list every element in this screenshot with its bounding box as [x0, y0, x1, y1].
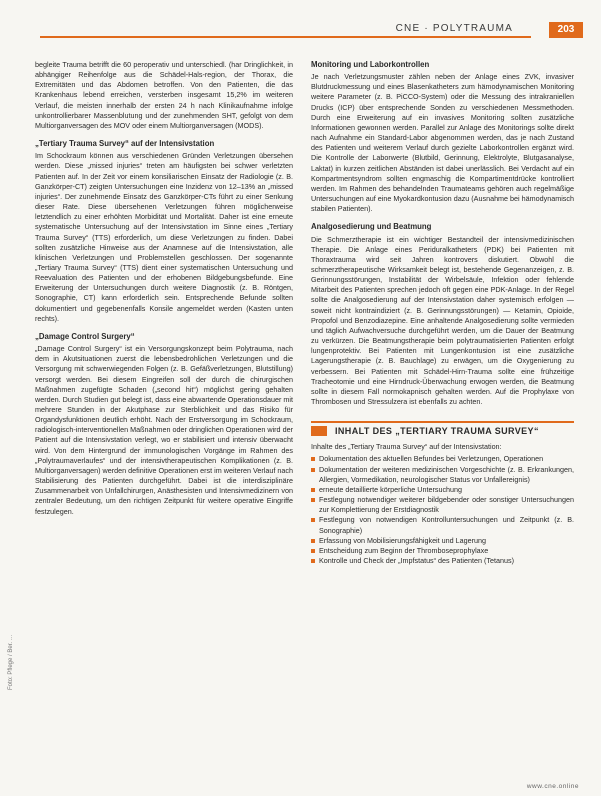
paragraph: begleite Trauma betrifft die 60 peroperativ und unterschiedl. (har Dringlichkeit, in abhängiger Reihenfolge aus die Schädel-Hals-region, der Thorax, die Extremitäten und das Abdomen betroffen. Von den Patienten, die das Krankenhaus lebend erreichen, versterben insgesamt 15,2% im weiteren Verlauf, die meisten innerhalb der ersten 24 h nach Klinikaufnahme infolge unkontrollierbarer Massenblutung und der zunehmenden SHT, gefolgt von dem Multiorganversagen des MOV oder einem Multiorganversagen (MODS). [35, 60, 293, 130]
list-item: Dokumentation des aktuellen Befundes bei Verletzungen, Operationen [311, 454, 574, 464]
info-box-header [311, 421, 574, 436]
section-heading: Analgosedierung und Beatmung [311, 222, 432, 232]
header-title: CNE · POLYTRAUMA [395, 23, 513, 34]
header-rule [40, 36, 531, 38]
page-header [40, 22, 583, 36]
paragraph: Im Schockraum können aus verschiedenen Gründen Verletzungen übersehen werden. Diese „missed injuries“ treten am häufigsten bei schwer verletzten Patienten auf. In der Zeit vor einem konsiliarischen Einsatz der Radiologie (z. B. Ganzkörper-CT) zeigten Untersuchungen eine Inzidenz von 12–13% an „missed injuries“. Der zunehmende Einsatz des Ganzkörper-CTs führt zu einer Senkung dieser Rate. Diese übersehenen Verletzungen führen möglicherweise letztendlich zu einer erhöhten Morbidität und Mortalität. Daher ist eine erneute systematische Untersuchung auf der Intensivstation im Sinne eines „Tertiary Trauma Survey“ (TTS) erforderlich, um diese Verletzungen zu finden. Dabei sollten zusätzliche Hinweise aus der Anamnese auf die Intensivstation, alle klinischen Verletzungen und Problemstellen geschlossen. Der sogenannte „Tertiary Trauma Survey“ (TTS) dient einer systematischen Untersuchung und Reevaluation des Patienten und der erhobenen Bildgebungsbefunde. Eine Erweiterung der Untersuchungen durch weitere Diagnostik (z. B. Röntgen, Sonographie, CT) kann erforderlich sein. Entsprechende Befunde sollten dokumentiert und gegebenenfalls Konsile angemeldet werden (Kasten unten rechts). [35, 151, 293, 323]
list-item: Kontrolle und Check der „Impfstatus“ des Patienten (Tetanus) [311, 556, 574, 566]
info-box-intro: Inhalte des „Tertiary Trauma Survey“ auf der Intensivstation: [311, 442, 502, 452]
section-heading: Monitoring und Laborkontrollen [311, 60, 430, 69]
side-credit: Foto: Pflege / Ber. … [8, 634, 14, 690]
list-item: Festlegung notwendiger weiterer bildgebender oder sonstiger Untersuchungen zur Komplettierung der Erstdiagnostik [311, 495, 574, 515]
list-item: Entscheidung zum Beginn der Thromboseprophylaxe [311, 546, 574, 556]
paragraph: „Damage Control Surgery“ ist ein Versorgungskonzept beim Polytrauma, nach dem in Akutsituationen zuerst die lebensbedrohlichen Verletzungen und die Versorgung mit schwerwiegenden Folgen (z. B. Gefäßverletzungen, Blutstillung) versorgt werden. Bei diesem Eingreifen soll der durch die chirurgischen Maßnahmen zugefügte Schaden („second hit“) möglichst gering gehalten werden. Durch Studien gut belegt ist, dass eine abwartende Operationsdauer mit mehrere Stunden in der Akutphase zur Sterblichkeit und das Risiko für Organdysfunktionen deutlich erhöht. Nach der Erstversorgung im Schockraum, radiologisch-interventionellen Maßnahmen oder dringlichen Operationen wird der Patient auf die Intensivstation verlegt, wo er stabilisiert und intensiv überwacht wird. Von dem Hintergrund der immunologischen Vorgänge im Rahmen des „Polytraumaverlaufes“ und der intensivtherapeutischen Komplikationen (z. B. Multiorganversagen) werden definitive Operationen erst im weiteren Verlauf nach Stabilisierung des Patienten durchgeführt. Dabei ist die interdisziplinäre Zusammenarbeit von Unfallchirurgen, Anästhesisten und Intensivmedizinern von zentraler Bedeutung, um den richtigen Zeitpunkt für weitere operative Eingriffe festzulegen. [35, 344, 293, 516]
info-box-title: INHALT DES „TERTIARY TRAUMA SURVEY“ [335, 426, 539, 437]
section-heading: „Tertiary Trauma Survey“ auf der Intensivstation [35, 139, 215, 149]
paragraph: Je nach Verletzungsmuster zählen neben der Anlage eines ZVK, invasiver Blutdruckmessung und eines Blasenkatheters zum hämodynamischen Monitoring weitere Parameter (z. B. PiCCO-System) oder die Messung des intrakraniellen Drucks (ICP) über entsprechende Sonden zu verschiedenen Messmethoden. Durch eine Erweiterung auf ein invasives Monitoring sollten zusätzliche Informationen gewonnen werden. Parallel zur Anlage des Monitorings sollte direkt nach Aufnahme ein Standard-Labor abgenommen werden, das je nach Zustand des Patienten und weiterem Verlauf durch gezielte Laborkontrollen ergänzt wird. Die Kontrolle der Laborwerte (Blutbild, Gerinnung, Elektrolyte, Blutgasanalyse, Laktat) in kurzen zeitlichen Abständen ist dabei unerlässlich. Bei Verdacht auf ein Kompartmentsyndrom sollten engmaschig die Kompartimentdrücke kontrolliert werden. Im Rahmen des behandelnden Traumateams gehören auch regelmäßige Untersuchungen auf eine Myokardkontusion dazu (Ausnahme bei hämodynamisch stabilen Patienten). [311, 72, 574, 214]
right-column [311, 60, 574, 566]
info-box [311, 421, 574, 566]
left-column [35, 60, 293, 521]
list-item: Erfassung von Mobilisierungsfähigkeit und Lagerung [311, 536, 574, 546]
list-item: Festlegung von notwendigen Kontrolluntersuchungen und Zeitpunkt (z. B. Sonographie) [311, 515, 574, 535]
orange-square-icon [311, 426, 327, 436]
section-heading: „Damage Control Surgery“ [35, 331, 135, 341]
paragraph: Die Schmerztherapie ist ein wichtiger Bestandteil der intensivmedizinischen Therapie. Die Anlage eines Periduralkatheters (PDK) bei Patienten mit Thoraxtrauma wird seit Jahren kontrovers diskutiert. Obwohl die schmerztherapeutische Wirksamkeit belegt ist, bestehende Gegenanzeigen, z. B. Gerinnungsstörungen, Instabilität der Wirbelsäule, Infektion oder fehlende Mitarbeit des Patienten sprechen jedoch oft gegen eine PDK-Anlage. In der Regel sollte die Analgosedierung auf der Intensivstation daher systemisch erfolgen — soweit nicht kontraindiziert (z. B. Gerinnungsstörungen) — Ketamin, Opioide, Propofol und Benzodiazepine. Eine anhaltende Analgosedierung sollte vermieden und täglich Aufwachversuche durchgeführt werden, um die Dauer der Beatmung zu verkürzen. Die Beatmungstherapie beim polytraumatisierten Patienten erfolgt lungenprotektiv. Bei Patienten mit Lungenkontusion ist eine zusätzliche Lagerungstherapie (z. B. Bauchlage) zu erwägen, um die Oxygenierung zu verbessern. Bei Patienten mit Schädel-Hirn-Trauma sollte eine frühzeitige Tracheotomie und eine Hirndruck-Überwachung erwogen werden, die Beatmung sollte in diesem Fall normokapnisch gehalten werden. Auf die Prophylaxe von Thrombosen und Stressulzera ist ebenfalls zu achten. [311, 234, 574, 406]
list-item: Dokumentation der weiteren medizinischen Vorgeschichte (z. B. Erkrankungen, Allergien, Vormedikation, neurologischer Status vor Unfallereignis) [311, 465, 574, 485]
list-item: erneute detaillierte körperliche Untersuchung [311, 485, 574, 495]
page-number: 203 [549, 22, 583, 38]
footer-url[interactable]: www.cne.online [526, 783, 579, 790]
info-box-list [311, 454, 574, 566]
